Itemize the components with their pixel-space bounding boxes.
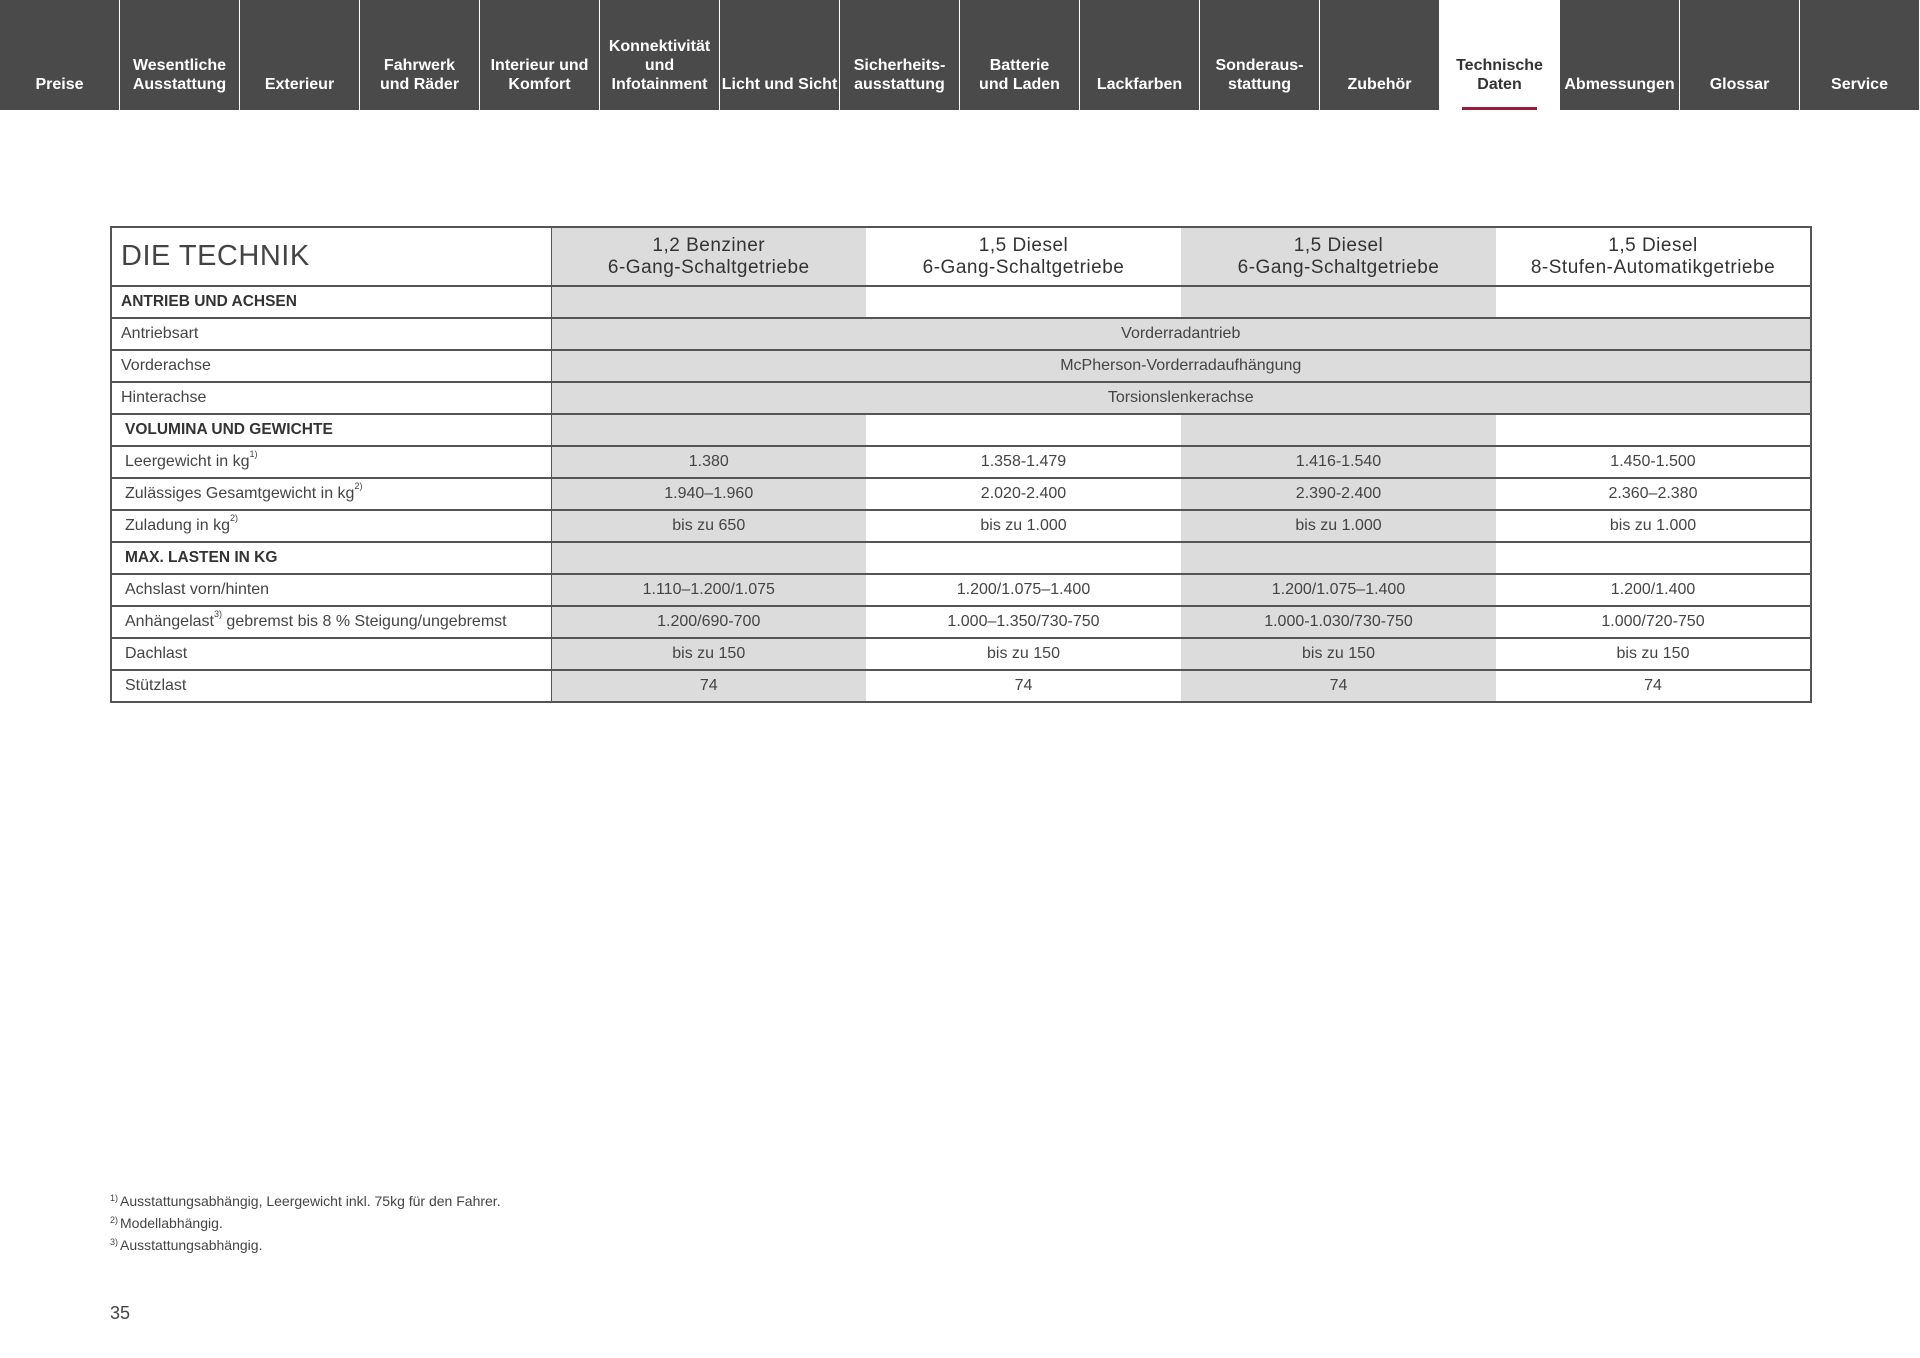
section-heading: VOLUMINA UND GEWICHTE — [111, 414, 551, 446]
cell-value: 74 — [866, 670, 1181, 702]
cell-value: 1.000–1.350/730-750 — [866, 606, 1181, 638]
cell-value: bis zu 150 — [551, 638, 866, 670]
cell-value: 74 — [551, 670, 866, 702]
cell-value: 1.200/690-700 — [551, 606, 866, 638]
footnote-mark: 2) — [354, 481, 363, 491]
cell-value: 1.000/720-750 — [1496, 606, 1811, 638]
footnotes — [110, 1190, 501, 1256]
row-label: Stützlast — [111, 670, 551, 702]
table-row — [111, 382, 1811, 414]
column-header: 1,5 Diesel 6-Gang-Schaltgetriebe — [1181, 227, 1496, 286]
table-row — [111, 318, 1811, 350]
table-row — [111, 638, 1811, 670]
cell-value: bis zu 650 — [551, 510, 866, 542]
cell-value: 74 — [1181, 670, 1496, 702]
cell-value: 74 — [1496, 670, 1811, 702]
column-header: 1,2 Benziner 6-Gang-Schaltgetriebe — [551, 227, 866, 286]
footnote-mark: 2) — [229, 513, 238, 523]
table-row — [111, 350, 1811, 382]
tab-zubehoer[interactable]: Zubehör — [1320, 0, 1440, 110]
cell-value: bis zu 150 — [1181, 638, 1496, 670]
row-label: Hinterachse — [111, 382, 551, 414]
footnote: $^{1)}$ Ausstattungsabhängig, Leergewicht inkl. 75kg für den Fahrer. — [110, 1193, 501, 1209]
tab-lackfarben[interactable]: Lackfarben — [1080, 0, 1200, 110]
tab-technische-daten[interactable]: Technische Daten — [1440, 0, 1560, 110]
cell-value: 2.360–2.380 — [1496, 478, 1811, 510]
footnote: $^{2)}$ Modellabhängig. — [110, 1215, 223, 1231]
row-label: Leergewicht in kg$^{1)}$ — [111, 446, 551, 478]
tab-fahrwerk-und-raeder[interactable]: Fahrwerk und Räder — [360, 0, 480, 110]
cell-value: 1.380 — [551, 446, 866, 478]
cell-value: 1.200/1.075–1.400 — [866, 574, 1181, 606]
row-label: Zuladung in kg$^{2)}$ — [111, 510, 551, 542]
section-heading: ANTRIEB UND ACHSEN — [111, 286, 551, 318]
table-title: DIE TECHNIK — [111, 227, 551, 286]
column-header: 1,5 Diesel 6-Gang-Schaltgetriebe — [866, 227, 1181, 286]
cell-value: 1.416-1.540 — [1181, 446, 1496, 478]
cell-value: bis zu 1.000 — [1496, 510, 1811, 542]
tab-exterieur[interactable]: Exterieur — [240, 0, 360, 110]
tab-service[interactable]: Service — [1800, 0, 1920, 110]
cell-value: 1.358-1.479 — [866, 446, 1181, 478]
row-label: Antriebsart — [111, 318, 551, 350]
tab-sonderausstattung[interactable]: Sonderaus- stattung — [1200, 0, 1320, 110]
tab-konnektivitaet-und-infotainment[interactable]: Konnektivität und Infotainment — [600, 0, 720, 110]
table-row — [111, 446, 1811, 478]
tab-preise[interactable]: Preise — [0, 0, 120, 110]
table-header-row — [111, 227, 1811, 286]
section-heading-row — [111, 542, 1811, 574]
row-label: Vorderachse — [111, 350, 551, 382]
row-label: Zulässiges Gesamtgewicht in kg$^{2)}$ — [111, 478, 551, 510]
table-row — [111, 670, 1811, 702]
row-label: Achslast vorn/hinten — [111, 574, 551, 606]
cell-value: 2.390-2.400 — [1181, 478, 1496, 510]
tab-interieur-und-komfort[interactable]: Interieur und Komfort — [480, 0, 600, 110]
tab-sicherheitsausstattung[interactable]: Sicherheits- ausstattung — [840, 0, 960, 110]
row-label: Dachlast — [111, 638, 551, 670]
top-navigation — [0, 0, 1920, 110]
cell-value: 1.110–1.200/1.075 — [551, 574, 866, 606]
cell-value: 1.000-1.030/730-750 — [1181, 606, 1496, 638]
cell-value: 1.200/1.075–1.400 — [1181, 574, 1496, 606]
row-value: McPherson-Vorderradaufhängung — [551, 350, 1811, 382]
cell-value: bis zu 1.000 — [1181, 510, 1496, 542]
cell-value: 1.450-1.500 — [1496, 446, 1811, 478]
tab-batterie-und-laden[interactable]: Batterie und Laden — [960, 0, 1080, 110]
footnote-mark: 1) — [249, 449, 258, 459]
row-label: Anhängelast$^{3)}$ gebremst bis 8 % Steigung/ungebremst — [111, 606, 551, 638]
footnote-mark: 3) — [213, 609, 222, 619]
column-header: 1,5 Diesel 8-Stufen-Automatikgetriebe — [1496, 227, 1811, 286]
cell-value: bis zu 150 — [866, 638, 1181, 670]
section-heading-row — [111, 414, 1811, 446]
cell-value: bis zu 1.000 — [866, 510, 1181, 542]
cell-value: 1.940–1.960 — [551, 478, 866, 510]
cell-value: bis zu 150 — [1496, 638, 1811, 670]
row-value: Torsionslenkerachse — [551, 382, 1811, 414]
table-row — [111, 510, 1811, 542]
cell-value: 2.020-2.400 — [866, 478, 1181, 510]
section-heading-row — [111, 286, 1811, 318]
tab-licht-und-sicht[interactable]: Licht und Sicht — [720, 0, 840, 110]
cell-value: 1.200/1.400 — [1496, 574, 1811, 606]
spec-table — [110, 226, 1812, 703]
row-value: Vorderradantrieb — [551, 318, 1811, 350]
section-heading: MAX. LASTEN IN KG — [111, 542, 551, 574]
table-row — [111, 478, 1811, 510]
page-number: 35 — [110, 1303, 131, 1323]
tab-abmessungen[interactable]: Abmessungen — [1560, 0, 1680, 110]
table-row — [111, 606, 1811, 638]
tab-wesentliche-ausstattung[interactable]: Wesentliche Ausstattung — [120, 0, 240, 110]
table-row — [111, 574, 1811, 606]
footnote: $^{3)}$ Ausstattungsabhängig. — [110, 1237, 263, 1253]
tab-glossar[interactable]: Glossar — [1680, 0, 1800, 110]
